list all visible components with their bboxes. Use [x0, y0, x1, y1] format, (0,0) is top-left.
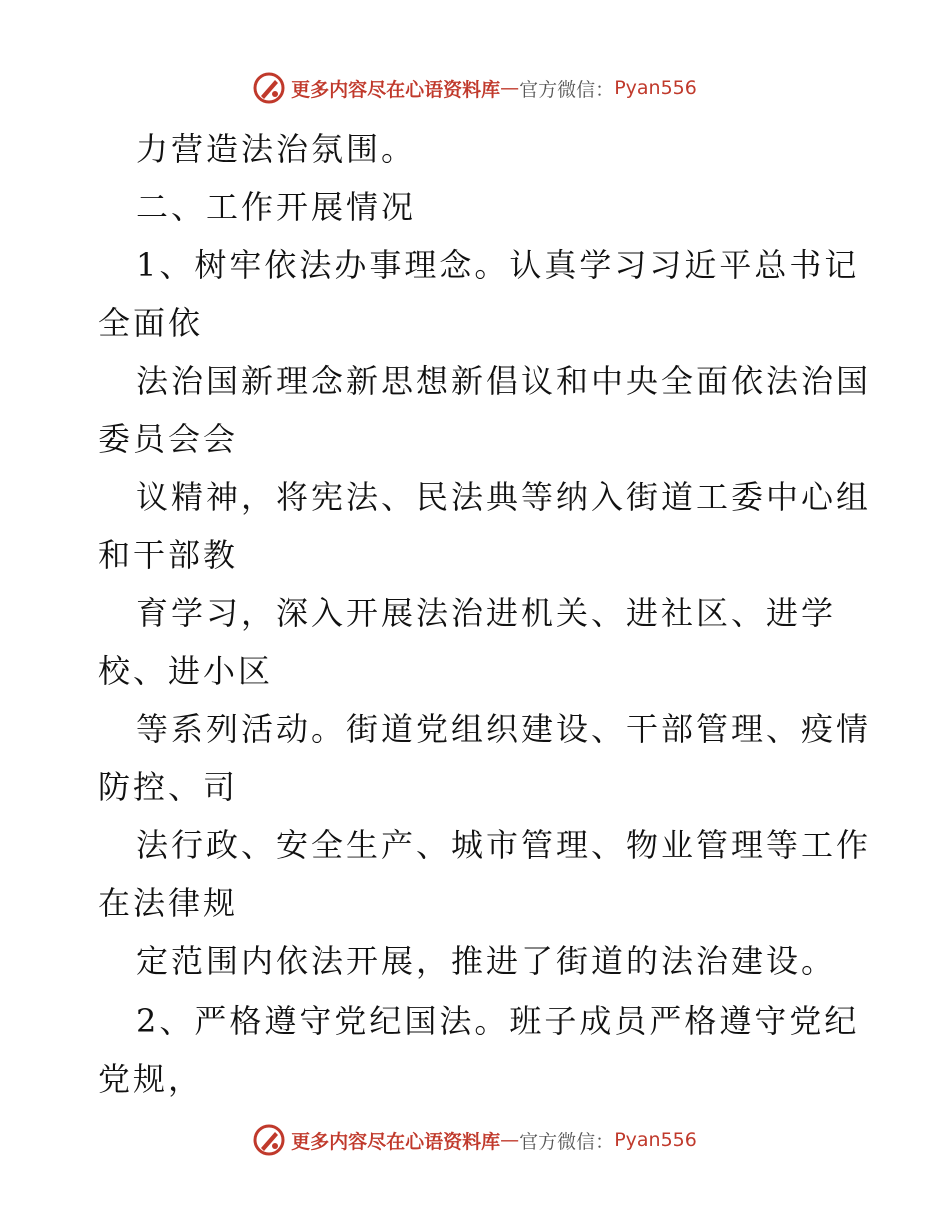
watermark-dash: —	[500, 1129, 520, 1151]
watermark-brand: 更多内容尽在心语资料库	[291, 78, 501, 101]
paragraph-line: 等系列活动。街道党组织建设、干部管理、疫情	[136, 710, 872, 748]
watermark-id: Pyan556	[614, 77, 697, 99]
pen-logo-icon	[253, 1124, 285, 1156]
paragraph-line: 法治国新理念新思想新倡议和中央全面依法治国	[136, 362, 872, 400]
watermark-id: Pyan556	[614, 1129, 697, 1151]
paragraph-line: 1、树牢依法办事理念。认真学习习近平总书记	[136, 246, 860, 284]
paragraph-line: 力营造法治氛围。	[136, 130, 417, 168]
watermark-label: 官方微信：	[519, 78, 615, 101]
paragraph-line: 法行政、安全生产、城市管理、物业管理等工作	[136, 826, 872, 864]
paragraph-line: 2、严格遵守党纪国法。班子成员严格遵守党纪	[136, 1002, 860, 1040]
paragraph-line: 校、进小区	[98, 652, 274, 690]
paragraph-line: 定范围内依法开展，推进了街道的法治建设。	[136, 942, 837, 980]
paragraph-line: 育学习，深入开展法治进机关、进社区、进学	[136, 594, 837, 632]
paragraph-line: 议精神，将宪法、民法典等纳入街道工委中心组	[136, 478, 872, 516]
paragraph-line: 全面依	[98, 304, 204, 342]
paragraph-line: 防控、司	[98, 768, 239, 806]
paragraph-line: 和干部教	[98, 536, 239, 574]
paragraph-line: 党规，	[98, 1060, 204, 1098]
watermark-label: 官方微信：	[519, 1130, 615, 1153]
section-heading: 二、工作开展情况	[136, 188, 417, 226]
footer-watermark	[0, 1120, 950, 1160]
watermark-brand: 更多内容尽在心语资料库	[291, 1130, 501, 1153]
watermark-dash: —	[500, 77, 520, 99]
paragraph-line: 在法律规	[98, 884, 239, 922]
paragraph-line: 委员会会	[98, 420, 239, 458]
